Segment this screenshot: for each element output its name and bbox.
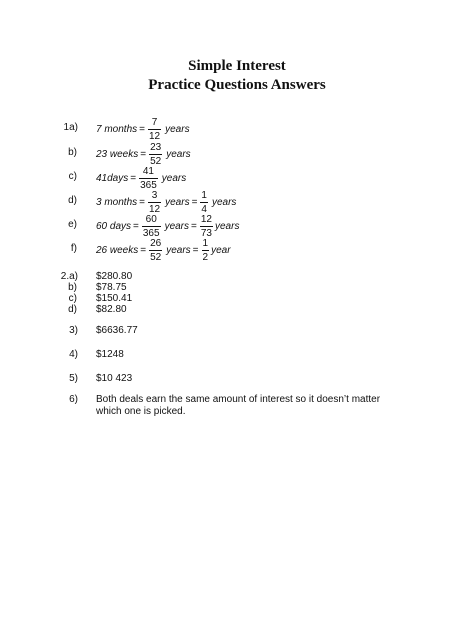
equals-sign: = <box>191 221 197 232</box>
conversion-equation <box>96 238 231 263</box>
conversion-equation <box>96 117 190 142</box>
unit: years <box>165 197 190 208</box>
fraction <box>200 190 208 215</box>
equals-sign: = <box>139 197 145 208</box>
numerator: 1 <box>202 238 209 249</box>
denominator: 12 <box>148 131 161 142</box>
unit: years <box>161 173 187 184</box>
fraction <box>149 238 162 263</box>
equals-sign: = <box>140 245 147 256</box>
answer-value: $280.80 <box>96 271 133 282</box>
fraction <box>142 214 161 239</box>
lhs: 60 days <box>96 221 132 232</box>
answer-value: $1248 <box>96 349 124 360</box>
denominator: 365 <box>142 228 160 239</box>
fraction <box>148 190 161 215</box>
numerator: 3 <box>151 190 158 201</box>
denominator: 365 <box>140 180 157 191</box>
question-label: c) <box>68 171 77 182</box>
equals-sign: = <box>139 124 145 135</box>
question-label: c) <box>68 293 77 304</box>
numerator: 12 <box>200 214 212 225</box>
answer-value: $10 423 <box>96 373 133 384</box>
fraction <box>139 166 158 191</box>
question-label: b) <box>68 147 77 158</box>
fraction <box>200 214 213 239</box>
equals-sign: = <box>192 245 199 256</box>
fraction <box>202 238 210 263</box>
title-line-2: Practice Questions Answers <box>148 77 326 93</box>
question-label: d) <box>68 195 77 206</box>
numerator: 23 <box>150 142 162 153</box>
question-label: 3) <box>69 325 78 336</box>
question-label: 6) <box>69 394 78 405</box>
lhs: 3 months <box>96 197 138 208</box>
question-label: d) <box>68 304 77 315</box>
answer-text: Both deals earn the same amount of interest so it doesn’t matter which one is picked. <box>96 394 381 417</box>
question-label: 5) <box>69 373 78 384</box>
answer-value: $78.75 <box>96 282 127 293</box>
answer-value: $82.80 <box>96 304 127 315</box>
unit: years <box>165 124 190 135</box>
denominator: 2 <box>202 252 209 263</box>
question-label: 1a) <box>63 122 78 133</box>
unit: years <box>166 149 191 160</box>
conversion-equation <box>96 214 239 239</box>
question-label: 4) <box>69 349 78 360</box>
equals-sign: = <box>130 173 137 184</box>
conversion-equation <box>96 190 236 215</box>
unit: years <box>166 245 191 256</box>
denominator: 12 <box>148 204 161 215</box>
question-label: b) <box>68 282 77 293</box>
fraction <box>149 142 162 167</box>
fraction <box>148 117 161 142</box>
numerator: 26 <box>150 238 162 249</box>
answer-value: $150.41 <box>96 293 133 304</box>
equals-sign: = <box>133 221 139 232</box>
unit: years <box>214 221 240 232</box>
denominator: 52 <box>150 252 162 263</box>
lhs: 41days <box>96 173 129 184</box>
equals-sign: = <box>140 149 147 160</box>
denominator: 73 <box>200 228 212 239</box>
equals-sign: = <box>191 197 198 208</box>
numerator: 1 <box>201 190 207 201</box>
unit: years <box>211 197 237 208</box>
conversion-equation <box>96 142 191 167</box>
unit: years <box>164 221 190 232</box>
lhs: 26 weeks <box>96 245 139 256</box>
unit: year <box>211 245 231 256</box>
numerator: 41 <box>142 166 154 177</box>
lhs: 23 weeks <box>96 149 139 160</box>
title-line-1: Simple Interest <box>188 58 286 74</box>
answer-value: $6636.77 <box>96 325 138 336</box>
numerator: 7 <box>151 117 158 128</box>
denominator: 52 <box>150 156 162 167</box>
question-label: 2.a) <box>60 271 78 282</box>
question-label: f) <box>70 243 77 254</box>
denominator: 4 <box>201 204 207 215</box>
lhs: 7 months <box>96 124 138 135</box>
numerator: 60 <box>145 214 157 225</box>
question-label: e) <box>68 219 77 230</box>
conversion-equation <box>96 166 186 191</box>
